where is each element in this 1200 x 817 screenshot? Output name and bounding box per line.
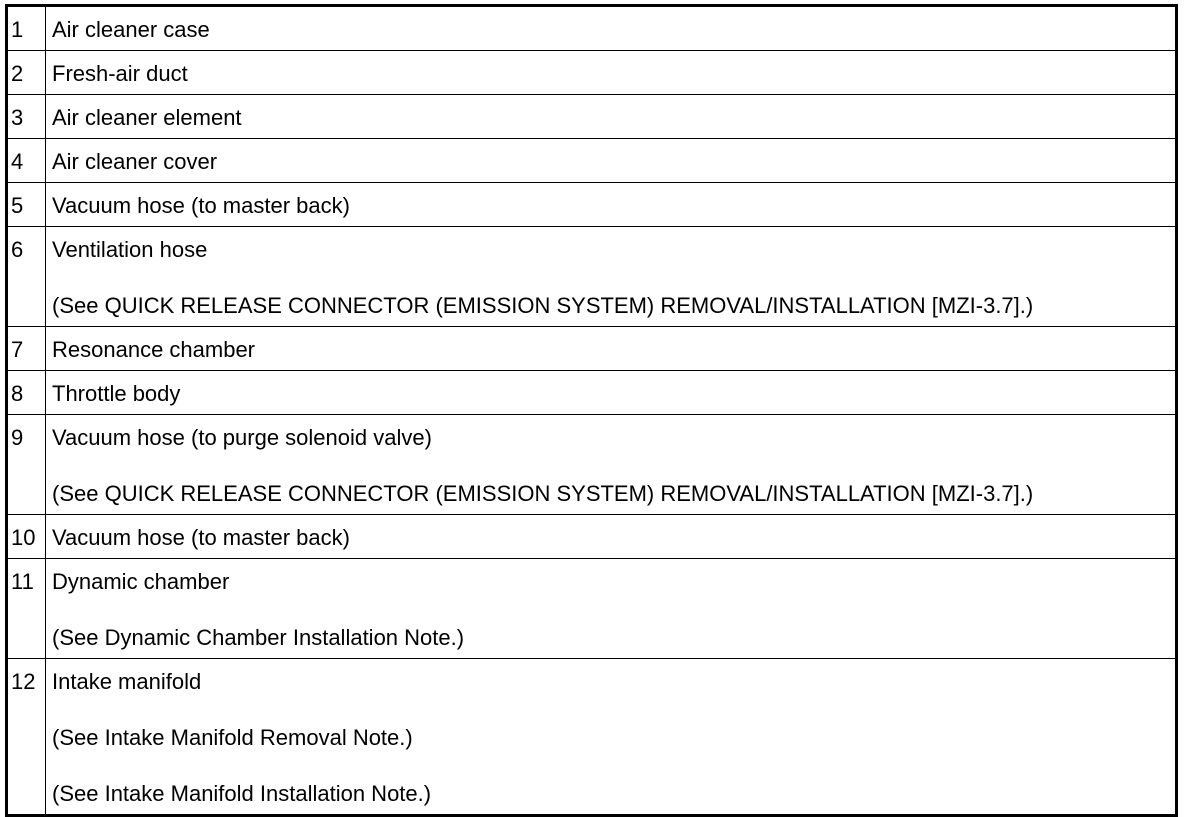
- part-name: Vacuum hose (to master back): [52, 193, 350, 218]
- table-row: [7, 139, 1177, 183]
- table-row: [7, 95, 1177, 139]
- item-description: [46, 559, 1177, 659]
- part-name: Air cleaner element: [52, 105, 242, 130]
- reference-note[interactable]: (See Intake Manifold Removal Note.): [52, 725, 413, 750]
- table-row: [7, 515, 1177, 559]
- parts-table-body: [7, 6, 1177, 816]
- item-description: [46, 659, 1177, 816]
- item-number: 11: [7, 559, 46, 659]
- item-description: [46, 415, 1177, 515]
- table-row: [7, 371, 1177, 415]
- table-row: [7, 415, 1177, 515]
- parts-table: [5, 4, 1178, 817]
- item-description: [46, 515, 1177, 559]
- part-name: Throttle body: [52, 381, 181, 406]
- item-number: 3: [7, 95, 46, 139]
- item-number: 9: [7, 415, 46, 515]
- part-name: Dynamic chamber: [52, 569, 230, 594]
- reference-note[interactable]: (See Dynamic Chamber Installation Note.): [52, 625, 465, 650]
- item-number: 6: [7, 227, 46, 327]
- table-row: [7, 327, 1177, 371]
- item-description: [46, 327, 1177, 371]
- item-number: 12: [7, 659, 46, 816]
- table-row: [7, 183, 1177, 227]
- part-name: Resonance chamber: [52, 337, 256, 362]
- item-description: [46, 371, 1177, 415]
- item-description: [46, 139, 1177, 183]
- reference-note[interactable]: (See QUICK RELEASE CONNECTOR (EMISSION SYSTEM) REMOVAL/INSTALLATION [MZI-3.7].): [52, 293, 1034, 318]
- table-row: [7, 559, 1177, 659]
- item-number: 2: [7, 51, 46, 95]
- item-number: 4: [7, 139, 46, 183]
- item-number: 1: [7, 6, 46, 51]
- reference-note[interactable]: (See QUICK RELEASE CONNECTOR (EMISSION SYSTEM) REMOVAL/INSTALLATION [MZI-3.7].): [52, 481, 1034, 506]
- part-name: Air cleaner cover: [52, 149, 218, 174]
- item-description: [46, 183, 1177, 227]
- reference-note[interactable]: (See Intake Manifold Installation Note.): [52, 781, 432, 806]
- part-name: Vacuum hose (to purge solenoid valve): [52, 425, 432, 450]
- item-description: [46, 6, 1177, 51]
- item-number: 8: [7, 371, 46, 415]
- table-row: [7, 51, 1177, 95]
- item-number: 5: [7, 183, 46, 227]
- item-description: [46, 51, 1177, 95]
- item-description: [46, 95, 1177, 139]
- part-name: Air cleaner case: [52, 17, 210, 42]
- part-name: Vacuum hose (to master back): [52, 525, 350, 550]
- table-row: [7, 227, 1177, 327]
- item-description: [46, 227, 1177, 327]
- table-row: [7, 659, 1177, 816]
- part-name: Ventilation hose: [52, 237, 208, 262]
- table-row: [7, 6, 1177, 51]
- item-number: 7: [7, 327, 46, 371]
- item-number: 10: [7, 515, 46, 559]
- part-name: Intake manifold: [52, 669, 202, 694]
- part-name: Fresh-air duct: [52, 61, 188, 86]
